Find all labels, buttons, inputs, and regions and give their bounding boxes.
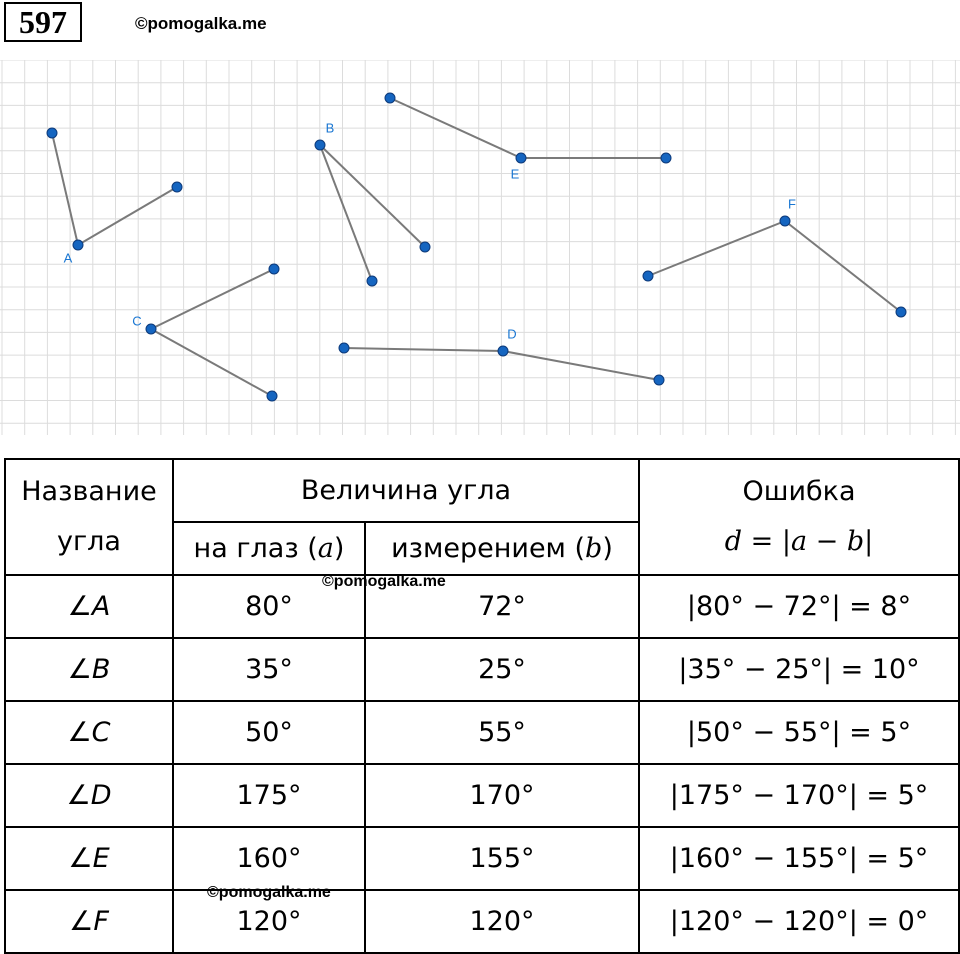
cell-measured: 170° — [365, 764, 639, 827]
vertex-d — [498, 346, 508, 356]
ray-endpoint — [339, 343, 349, 353]
angle-b-ray — [320, 145, 372, 281]
exercise-number: 597 — [4, 2, 82, 42]
cell-error: |80° − 72°| = 8° — [639, 575, 959, 638]
cell-angle: ∠C — [5, 701, 173, 764]
cell-by-eye: 35° — [173, 638, 365, 701]
cell-measured: 155° — [365, 827, 639, 890]
cell-error: |175° − 170°| = 5° — [639, 764, 959, 827]
vertex-label-f: F — [788, 196, 796, 212]
angle-f-ray — [648, 221, 785, 276]
vertex-label-a: A — [63, 250, 73, 266]
cell-angle: ∠F — [5, 890, 173, 953]
ray-endpoint — [643, 271, 653, 281]
cell-measured: 25° — [365, 638, 639, 701]
vertex-label-b: B — [325, 120, 335, 136]
angles-table — [4, 458, 960, 954]
angle-c-ray — [151, 269, 274, 329]
vertex-f — [780, 216, 790, 226]
ray-endpoint — [896, 307, 906, 317]
cell-by-eye: 175° — [173, 764, 365, 827]
ray-endpoint — [47, 128, 57, 138]
angle-c-ray — [151, 329, 272, 396]
grid — [0, 60, 960, 435]
ray-endpoint — [269, 264, 279, 274]
cell-measured: 72° — [365, 575, 639, 638]
cell-by-eye: 80° — [173, 575, 365, 638]
cell-angle: ∠D — [5, 764, 173, 827]
cell-error: |120° − 120°| = 0° — [639, 890, 959, 953]
vertex-label-c: C — [132, 313, 142, 329]
table-row — [5, 638, 959, 701]
ray-endpoint — [420, 242, 430, 252]
vertex-label-e: E — [510, 166, 520, 182]
header-by-eye: на глаз (a) — [173, 522, 365, 575]
cell-angle: ∠E — [5, 827, 173, 890]
ray-endpoint — [385, 93, 395, 103]
table-header-row-1 — [5, 459, 959, 522]
ray-endpoint — [367, 276, 377, 286]
cell-by-eye: 160° — [173, 827, 365, 890]
cell-measured: 120° — [365, 890, 639, 953]
angle-a-ray — [52, 133, 78, 245]
cell-by-eye: 50° — [173, 701, 365, 764]
vertex-c — [146, 324, 156, 334]
cell-error: |160° − 155°| = 5° — [639, 827, 959, 890]
cell-error: |35° − 25°| = 10° — [639, 638, 959, 701]
vertex-b — [315, 140, 325, 150]
header-measured: измерением (b) — [365, 522, 639, 575]
ray-endpoint — [654, 375, 664, 385]
table-row — [5, 827, 959, 890]
header-angle-value: Величина угла — [173, 459, 639, 522]
table-row — [5, 890, 959, 953]
header-angle-name: Название угла — [5, 459, 173, 575]
watermark-top: ©pomogalka.me — [135, 14, 267, 33]
watermark-bottom: ©pomogalka.me — [207, 884, 331, 901]
angles-figure — [0, 60, 960, 435]
angle-labels — [64, 120, 796, 341]
angle-f-ray — [785, 221, 901, 312]
table-row — [5, 701, 959, 764]
vertex-e — [516, 153, 526, 163]
cell-by-eye: 120° — [173, 890, 365, 953]
watermark-mid: ©pomogalka.me — [322, 573, 446, 590]
cell-measured: 55° — [365, 701, 639, 764]
cell-angle: ∠B — [5, 638, 173, 701]
cell-angle: ∠A — [5, 575, 173, 638]
ray-endpoint — [661, 153, 671, 163]
ray-endpoint — [267, 391, 277, 401]
table-row — [5, 575, 959, 638]
ray-endpoint — [172, 182, 182, 192]
table-row — [5, 764, 959, 827]
vertex-a — [73, 240, 83, 250]
cell-error: |50° − 55°| = 5° — [639, 701, 959, 764]
header-error: Ошибка d = |a − b| — [639, 459, 959, 575]
vertex-label-d: D — [507, 326, 517, 342]
